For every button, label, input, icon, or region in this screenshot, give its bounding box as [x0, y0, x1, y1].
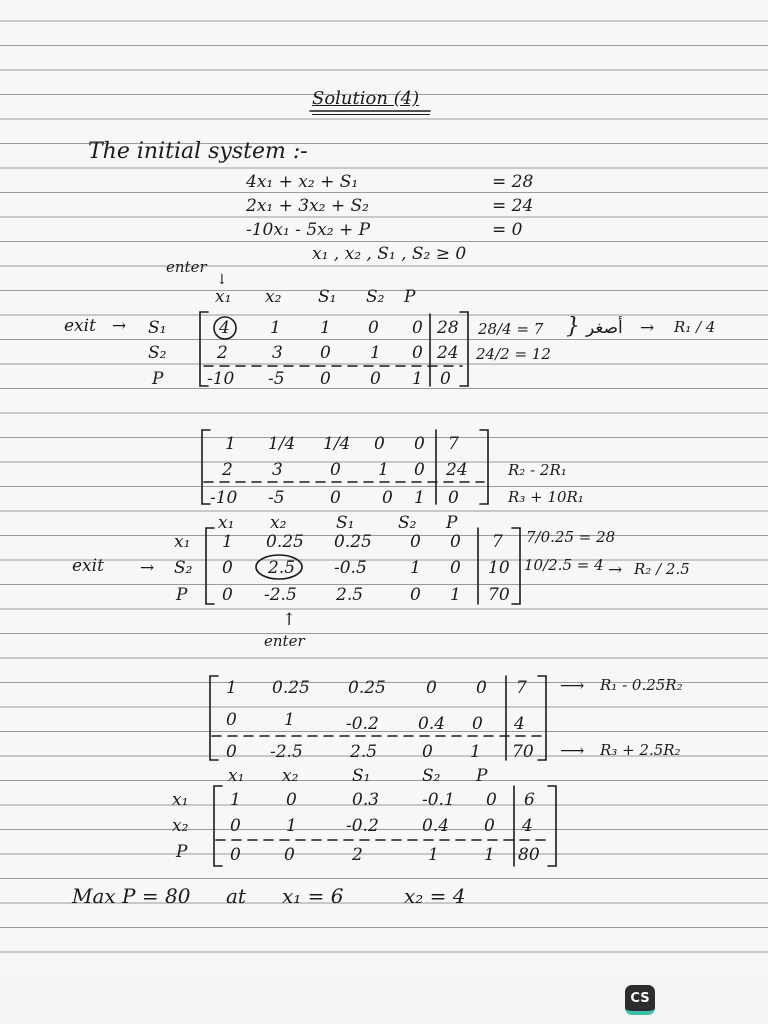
t2-r3-c2: -5: [268, 488, 285, 508]
t3-r2-c1: 0: [222, 558, 233, 578]
t1-header-p: P: [404, 287, 416, 307]
t5-left-bracket: [214, 786, 222, 866]
t3-rowlabel-3: P: [176, 585, 188, 605]
t1-header-s2: S₂: [366, 287, 385, 307]
t5-rowlabel-3: P: [176, 842, 188, 862]
t2-r2-c3: 0: [330, 460, 341, 480]
t1-r2-c6: 24: [437, 343, 459, 363]
t1-r1-c3: 1: [320, 318, 331, 338]
camscanner-logo: CS: [625, 985, 655, 1015]
t3-rowlabel-1: x₁: [174, 532, 191, 552]
t4-left-bracket: [210, 676, 218, 760]
t3-left-bracket: [206, 528, 214, 604]
t2-r2-c2: 3: [272, 460, 283, 480]
conclusion-at: at: [226, 884, 246, 908]
t3-r1-c3: 0.25: [334, 532, 372, 552]
t4-op-arrow-1: ⟶: [560, 676, 585, 696]
t3-r1-c6: 7: [492, 532, 503, 552]
t2-r1-c4: 0: [374, 434, 385, 454]
t3-r2-c5: 0: [450, 558, 461, 578]
t5-r3-c5: 1: [484, 845, 495, 865]
t3-r1-c4: 0: [410, 532, 421, 552]
t1-header-x1: x₁: [215, 287, 232, 307]
exit-arrow-2: →: [140, 558, 155, 578]
t4-r2-c5: 0: [472, 714, 483, 734]
equation-2-rhs: = 24: [492, 196, 534, 216]
t2-op-2: R₃ + 10R₁: [508, 488, 584, 506]
enter-label-2: enter: [264, 632, 305, 650]
t5-r2-c1: 0: [230, 816, 241, 836]
t3-r1-c2: 0.25: [266, 532, 304, 552]
t5-header-p: P: [476, 766, 488, 786]
t2-r3-c5: 1: [414, 488, 425, 508]
t5-rowlabel-2: x₂: [172, 816, 189, 836]
t3-right-bracket: [512, 528, 520, 604]
t5-r3-c4: 1: [428, 845, 439, 865]
t1-arabic-note: أصغر: [586, 318, 623, 338]
t4-r3-c4: 0: [422, 742, 433, 762]
t5-r2-c5: 0: [484, 816, 495, 836]
initial-system-heading: The initial system :-: [88, 139, 308, 164]
t5-header-x1: x₁: [228, 766, 245, 786]
equation-2-lhs: 2x₁ + 3x₂ + S₂: [246, 196, 370, 216]
t5-r2-c2: 1: [286, 816, 297, 836]
t5-r1-c5: 0: [486, 790, 497, 810]
t2-r1-c6: 7: [448, 434, 459, 454]
t1-r1-c1: 4: [219, 318, 230, 338]
t2-r3-c1: -10: [210, 488, 238, 508]
t3-r3-c2: -2.5: [264, 585, 297, 605]
t1-r2-c2: 3: [272, 343, 283, 363]
t1-rowlabel-3: P: [152, 369, 164, 389]
t4-r3-c1: 0: [226, 742, 237, 762]
t1-r3-c5: 1: [412, 369, 423, 389]
t1-r2-c3: 0: [320, 343, 331, 363]
t5-r3-c2: 0: [284, 845, 295, 865]
t5-rowlabel-1: x₁: [172, 790, 189, 810]
t1-op-arrow: →: [640, 318, 655, 338]
t1-op: R₁ / 4: [674, 318, 716, 336]
t1-r1-c4: 0: [368, 318, 379, 338]
t2-r1-c3: 1/4: [323, 434, 351, 454]
enter-arrow-1: ↓: [216, 272, 228, 288]
t3-rowlabel-2: S₂: [174, 558, 193, 578]
t4-r3-c3: 2.5: [350, 742, 378, 762]
t3-header-s2: S₂: [398, 513, 417, 533]
t4-r3-c5: 1: [470, 742, 481, 762]
t4-r2-c4: 0.4: [418, 714, 446, 734]
t3-r2-c3: -0.5: [334, 558, 367, 578]
t2-r2-c5: 0: [414, 460, 425, 480]
t5-r3-c6: 80: [518, 845, 540, 865]
t1-left-bracket: [200, 312, 208, 386]
t4-r1-c2: 0.25: [272, 678, 310, 698]
t5-r1-c1: 1: [230, 790, 241, 810]
t5-header-s2: S₂: [422, 766, 441, 786]
t1-r3-c3: 0: [320, 369, 331, 389]
t5-r2-c3: -0.2: [346, 816, 379, 836]
t4-r3-c2: -2.5: [270, 742, 303, 762]
t2-r2-c1: 2: [222, 460, 233, 480]
t2-left-bracket: [202, 430, 210, 504]
t2-r3-c6: 0: [448, 488, 459, 508]
equation-1-lhs: 4x₁ + x₂ + S₁: [246, 172, 359, 192]
t4-r1-c4: 0: [426, 678, 437, 698]
t4-op-1: R₁ - 0.25R₂: [600, 676, 683, 694]
t4-r2-c1: 0: [226, 710, 237, 730]
t1-r3-c6: 0: [440, 369, 451, 389]
t5-r2-c6: 4: [522, 816, 533, 836]
t1-r2-c1: 2: [217, 343, 228, 363]
t4-r2-c6: 4: [514, 714, 525, 734]
t5-r1-c6: 6: [524, 790, 535, 810]
t5-r1-c4: -0.1: [422, 790, 455, 810]
exit-label-2: exit: [72, 556, 104, 576]
t5-header-s1: S₁: [352, 766, 371, 786]
t5-r2-c4: 0.4: [422, 816, 450, 836]
t5-r3-c1: 0: [230, 845, 241, 865]
t1-r2-c4: 1: [370, 343, 381, 363]
t4-right-bracket: [538, 676, 546, 760]
t1-rowlabel-2: S₂: [148, 343, 167, 363]
t3-op-arrow: →: [608, 560, 623, 580]
t3-op: R₂ / 2.5: [634, 560, 690, 578]
t3-r2-c2: 2.5: [268, 558, 296, 578]
t2-r1-c5: 0: [414, 434, 425, 454]
t3-header-x2: x₂: [270, 513, 287, 533]
t1-r3-c2: -5: [268, 369, 285, 389]
t3-r3-c1: 0: [222, 585, 233, 605]
t3-r3-c4: 0: [410, 585, 421, 605]
t1-header-s1: S₁: [318, 287, 337, 307]
equation-3-rhs: = 0: [492, 220, 523, 240]
t1-r1-c5: 0: [412, 318, 423, 338]
exit-arrow-1: →: [112, 316, 127, 336]
exit-label-1: exit: [64, 316, 96, 336]
t2-r1-c1: 1: [225, 434, 236, 454]
t4-r2-c2: 1: [284, 710, 295, 730]
conclusion-x1: x₁ = 6: [282, 884, 344, 908]
t3-pivot-circle: [256, 555, 302, 579]
t3-header-s1: S₁: [336, 513, 355, 533]
t1-r3-c1: -10: [207, 369, 235, 389]
t4-r1-c3: 0.25: [348, 678, 386, 698]
enter-arrow-2: ↑: [282, 610, 297, 630]
t3-ratio-2: 10/2.5 = 4: [524, 556, 604, 574]
t2-r3-c4: 0: [382, 488, 393, 508]
t5-header-x2: x₂: [282, 766, 299, 786]
equation-3-lhs: -10x₁ - 5x₂ + P: [246, 220, 371, 240]
t3-r3-c3: 2.5: [336, 585, 364, 605]
t4-r2-c3: -0.2: [346, 714, 379, 734]
t1-right-bracket: [460, 312, 468, 386]
t1-r2-c5: 0: [412, 343, 423, 363]
t4-op-2: R₃ + 2.5R₂: [600, 741, 681, 759]
nonnegativity-constraint: x₁ , x₂ , S₁ , S₂ ≥ 0: [312, 244, 467, 264]
conclusion-max: Max P = 80: [72, 884, 191, 908]
t2-op-1: R₂ - 2R₁: [508, 461, 567, 479]
t2-r2-c4: 1: [378, 460, 389, 480]
t1-ratio-1: 28/4 = 7: [478, 320, 544, 338]
t3-r2-c6: 10: [488, 558, 510, 578]
t3-r3-c5: 1: [450, 585, 461, 605]
t4-r1-c1: 1: [226, 678, 237, 698]
t3-r3-c6: 70: [488, 585, 510, 605]
t1-ratio-2: 24/2 = 12: [476, 345, 551, 363]
t3-r2-c4: 1: [410, 558, 421, 578]
enter-label-1: enter: [166, 258, 207, 276]
t1-brace: }: [566, 314, 580, 339]
t3-r1-c1: 1: [222, 532, 233, 552]
t2-r1-c2: 1/4: [268, 434, 296, 454]
t1-r3-c4: 0: [370, 369, 381, 389]
page-title: Solution (4): [312, 88, 420, 109]
t5-r1-c3: 0.3: [352, 790, 380, 810]
t3-header-p: P: [446, 513, 458, 533]
t3-ratio-1: 7/0.25 = 28: [526, 528, 616, 546]
t3-header-x1: x₁: [218, 513, 235, 533]
t1-pivot-circle: [214, 317, 236, 339]
t2-right-bracket: [480, 430, 488, 504]
equation-1-rhs: = 28: [492, 172, 534, 192]
t3-r1-c5: 0: [450, 532, 461, 552]
t1-header-x2: x₂: [265, 287, 282, 307]
t2-r3-c3: 0: [330, 488, 341, 508]
t4-r3-c6: 70: [512, 742, 534, 762]
t4-r1-c5: 0: [476, 678, 487, 698]
t1-rowlabel-1: S₁: [148, 318, 167, 338]
t5-r1-c2: 0: [286, 790, 297, 810]
t5-r3-c3: 2: [352, 845, 363, 865]
t1-r1-c2: 1: [270, 318, 281, 338]
t2-r2-c6: 24: [446, 460, 468, 480]
conclusion-x2: x₂ = 4: [404, 884, 466, 908]
t1-r1-c6: 28: [437, 318, 459, 338]
t4-op-arrow-2: ⟶: [560, 741, 585, 761]
t4-r1-c6: 7: [516, 678, 527, 698]
t5-right-bracket: [548, 786, 556, 866]
